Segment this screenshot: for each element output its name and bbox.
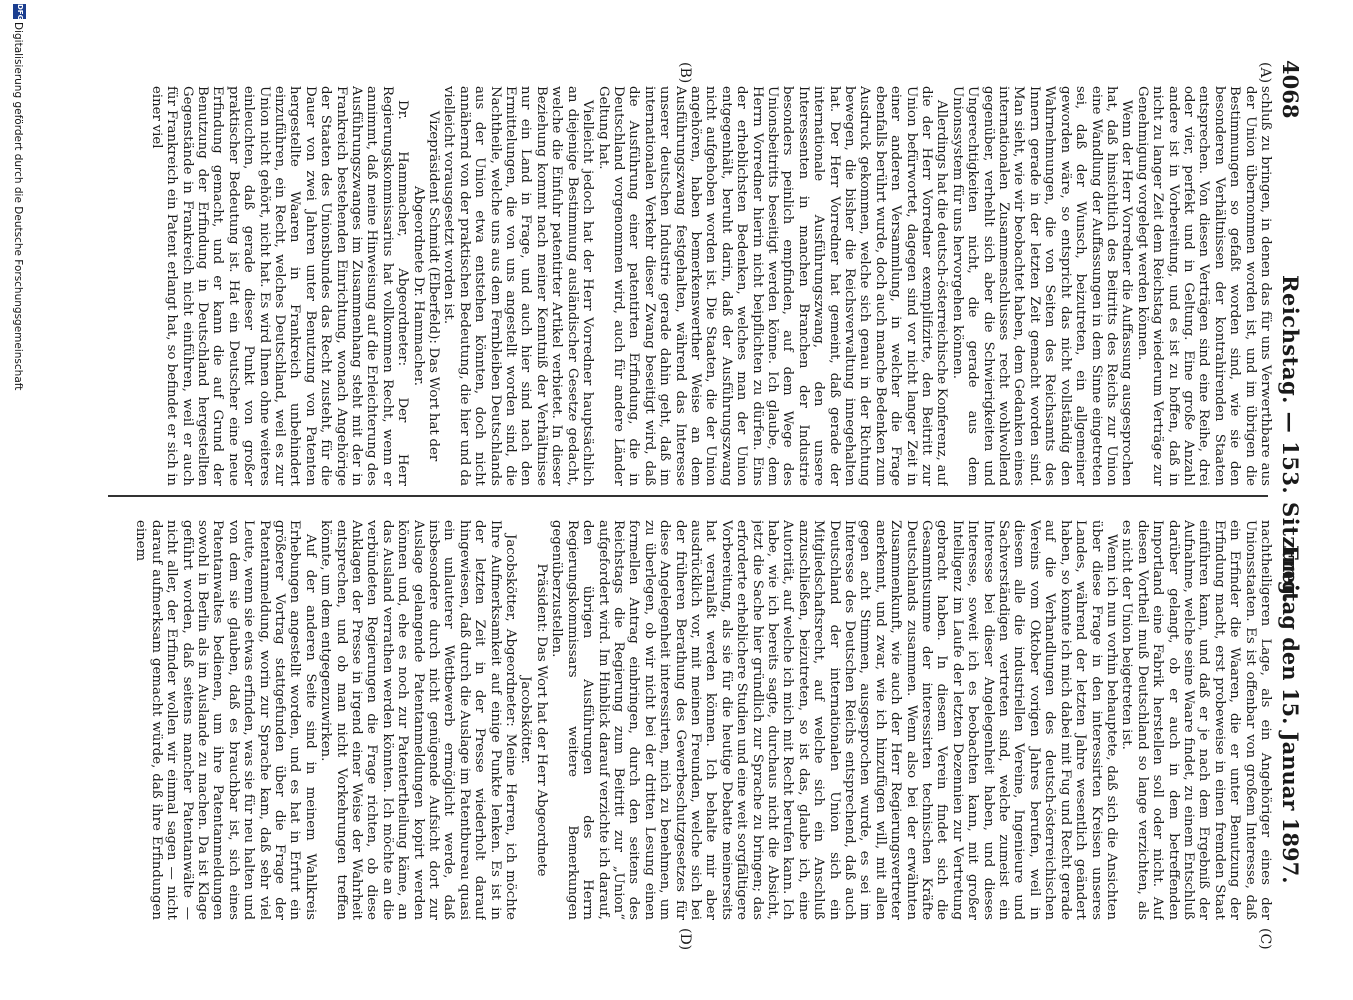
margin-marker-b: (B) bbox=[677, 62, 693, 84]
dfg-logo: DFG bbox=[13, 4, 26, 19]
margin-marker-d: (D) bbox=[677, 928, 693, 951]
margin-marker-c: (C) bbox=[1257, 928, 1273, 950]
paragraph: Jacobskötter, Abgeordneter: Meine Herren, ich möchte Ihre Aufmerksamkeit auf einige Punkte lenken. Es ist in der letzten Zeit in der Presse wiederholt darauf hingewiesen, daß durch die Auslage im Patentbureau quasi ein unlauterer Wettbewerb ermöglicht werde, daß insbesondere durch nicht genügende Aufsicht dort zur Auslage gelangende Patentanmeldungen kopirt werden können und, ehe es noch zur Patentertheilung käme, an das Ausland verrathen werden könnten. Ich möchte an die verbündeten Regierungen die Frage richten, ob diese Anklagen der Presse in irgend einer Weise der Wahrheit entsprechen, und ob man nicht Vorkehrungen treffen könnte, um dem entgegenzuwirken. bbox=[318, 520, 519, 920]
page-number: 4068 bbox=[1278, 60, 1303, 119]
column-divider bbox=[108, 495, 1268, 497]
paragraph: Allerdings hat die deutsch-österreichische Konferenz, auf die der Herr Vorredner exemplifizirte, den Beitritt zur Union befürwortet, dagegen sind vor nicht langer Zeit in einer anderen Versammlung, in welcher die Frage ebenfalls berührt wurde, doch auch manche Bedenken zum Ausdruck gekommen, welche sich genau in der Richtung bewegen, die bisher die Reichsverwaltung innegehalten hat. Der Herr Vorredner hat gemeint, daß gerade der internationale Ausführungszwang, den unsere Interessenten in manchen Branchen der Industrie besonders peinlich empfinden, auf dem Wege des Unionsbeitritts beseitigt werden könne. Ich glaube, dem Herrn Vorredner hierin nicht beipflichten zu dürfen. Eins der erheblichsten Bedenken, welches man der Union entgegenhält, beruht darin, daß der Ausführungszwang nicht aufgehoben worden ist. Die Staaten, die der Union angehören, haben bemerkenswerther Weise an dem Ausführungszwang festgehalten, während das Interesse unserer deutschen Industrie gerade dahin geht, daß im internationalen Verkehr dieser Zwang beseitigt wird, daß die Ausführung einer patentirten Erfindung, die in Deutschland vorgenommen wird, auch für andere Länder Geltung hat. bbox=[595, 86, 950, 486]
credit-text: Digitalisierung gefördert durch die Deutsche Forschungsgemeinschaft bbox=[12, 22, 24, 391]
paragraph: Wenn der Herr Vorredner die Auffassung ausgesprochen hat, daß hinsichtlich des Beitritts des Reichs zur Union eine Wandlung der Auffassungen in dem Sinne eingetreten sei, daß der Wunsch, beizutreten, ein allgemeiner geworden wäre, so entspricht das nicht vollständig den Wahrnehmungen, die von Seiten des Reichsamts des Innern gerade in der letzten Zeit gemacht worden sind. Man sieht, wie wir beobachtet haben, dem Gedanken eines internationalen Zusammenschlusses recht wohlwollend gegenüber, verhehlt sich aber die Schwierigkeiten und Ungerechtigkeiten nicht, die gerade aus dem Unionssystem für uns hervorgehen können. bbox=[949, 86, 1135, 486]
paragraph: schluß zu bringen, in denen das für uns Verwerthbare aus der Union übernommen worden ist, und im übrigen die Bestimmungen so gefaßt worden sind, wie sie den besonderen Verhältnissen der kontrahirenden Staaten entsprechen. Von diesen Verträgen sind eine Reihe, drei oder vier, perfekt und in Geltung. Eine große Anzahl andere ist in Vorbereitung, und es ist zu hoffen, daß in nicht zu langer Zeit dem Reichstag wiederum Verträge zur Genehmigung vorgelegt werden können. bbox=[1134, 86, 1273, 486]
left-column bbox=[110, 86, 1273, 486]
margin-marker-a: (A) bbox=[1257, 62, 1273, 84]
right-column bbox=[110, 520, 1273, 920]
paragraph: nachtheiligeren Lage, als ein Angehöriger eines der Unionsstaaten. Es ist offenbar von großem Interesse, daß ein Erfinder die Waaren, die er unter Benutzung der Erfindung macht, erst probeweise in einen fremden Staat einführen kann, und daß er je nach dem Ergebniß der Aufnahme, welche seine Waare findet, zu einem Entschluß darüber gelangt, ob er auch in dem betreffenden Importland eine Fabrik herstellen soll oder nicht. Auf diesen Vortheil muß Deutschland so lange verzichten, als es nicht der Union beigetreten ist. bbox=[1119, 520, 1273, 920]
paragraph: Dr. Hammacher, Abgeordneter: Der Herr Regierungskommissarius hat vollkommen Recht, wenn er annimmt, daß meine Hinweisung auf die Erleichterung des Ausführungszwanges im Zusammenhang steht mit der in Frankreich bestehenden Einrichtung, wonach Angehörige der Staaten des Unionsbundes das Recht zusteht, für die Dauer von zwei Jahren unter Benutzung von Patenten hergestellte Waaren in Frankreich unbehindert einzuführen, ein Recht, welches Deutschland, weil es zur Union nicht gehört, nicht hat. Es wird Ihnen ohne weiteres einleuchten, daß gerade dieser Punkt von großer praktischer Bedeutung ist. Hat ein Deutscher eine neue Erfindung gemacht, und er kann die auf Grund der Benutzung der Erfindung in Deutschland hergestellten Gegenstände in Frankreich nicht einführen, weil er auch für Frankreich ein Patent erlangt hat, so befindet er sich in einer viel bbox=[148, 86, 411, 486]
speaker-line: Präsident: Das Wort hat der Herr Abgeordnete Jacobskötter. bbox=[518, 563, 549, 877]
speaker-line: Vizepräsident Schmidt (Elberfeld): Das Wort hat der Abgeordnete Dr. Hammacher. bbox=[410, 110, 442, 462]
page-header bbox=[1273, 0, 1313, 1000]
page-date: Freitag den 15. Januar 1897. bbox=[1278, 545, 1303, 884]
paragraph: Auf der anderen Seite sind in meinem Wahlkreis Erhebungen angestellt worden, und es hat in Erfurt ein größerer Vortrag stattgefunden über die Frage der Patentanmeldung, worin zur Sprache kam, daß sehr viel Leute, wenn sie etwas erfinden, was sie für neu halten und von dem sie glauben, daß es brauchbar ist, sich eines Patentanwaltes bedienen, um ihre Patentanmeldungen sowohl in Berlin als im Auslande zu machen. Da ist Klage geführt worden, daß seitens mancher Patentanwälte — nicht aller, der Erfinder wollen wir einmal sagen — nicht darauf aufmerksam gemacht würde, daß ihre Erfindungen einem bbox=[133, 520, 318, 920]
paragraph: Vielleicht jedoch hat der Herr Vorredner hauptsächlich an diejenige Bestimmung ausländischer Gesetze gedacht, welche die Einfuhr patentirter Artikel verbietet. In dieser Beziehung kommt nach meiner Kenntniß der Verhältnisse nur ein Land in Frage, und auch hier sind nach den Ermittelungen, die von uns angestellt worden sind, die Nachtheile, welche uns aus dem Fernbleiben Deutschlands aus der Union etwa entstehen könnten, doch nicht annähernd von der praktischen Bedeutung, die hier und da vielleicht vorausgesetzt worden ist. bbox=[441, 86, 596, 486]
paragraph: Wenn ich nun vorhin behauptete, daß sich die Ansichten über diese Frage in den interessirten Kreisen unseres Landes, während der letzten Jahre wesentlich geändert haben, so konnte ich mich dabei mit Fug und Recht gerade auf die Verhandlungen des deutsch-österreichischen Vereins vom Oktober vorigen Jahres berufen, weil in diesem alle die industriellen Vereine, Ingenieure und Sachverständigen vertreten sind, welche zumeist ein Interesse bei dieser Angelegenheit haben, und dieses Interesse, soweit ich es beobachten kann, mit großer Intelligenz im Laufe der letzten Dezennien zur Vertretung gebracht haben. In diesem Verein findet sich die Gesammtsumme der interessirten technischen Kräfte Deutschlands zusammen. Wenn also bei der erwähnten Zusammenkunft, wie auch der Herr Regierungsvertreter anerkennt, und zwar, wie ich hinzufügen will, mit allen gegen acht Stimmen, ausgesprochen wurde, es sei im Interesse des Deutschen Reichs entsprechend, daß auch Deutschland der internationalen Union sich ein Mitgliedschaftsrecht, auf welche sich ein Anschluß anzuschließen, beizutreten, so ist das, glaube ich, eine Autorität, auf welche ich mich mit Recht berufen kann. Ich habe, wie ich bereits sagte, durchaus nicht die Absicht, jetzt die Sache hier gründlich zur Sprache zu bringen; das erforderte erheblichere Studien und eine weit sorgfältigere Vorbereitung, als sie für die heutige Debatte meinerseits hat veranlaßt werden können. Ich behalte mir aber ausdrücklich vor, mit meinen Freunden, welche sich bei der früheren Berathung des Gewerbeschutzgesetzes für diese Angelegenheit interessirten, mich zu benehmen, um zu überlegen, ob wir nicht bei der dritten Lesung einen formellen Antrag einbringen, durch den seitens des Reichstags die Regierung zum Beitritt zur „Union“ aufgefordert wird. Im Hinblick darauf verzichte ich darauf, den übrigen Ausführungen des Herrn Regierungskommissars weitere Bemerkungen gegenüberzustellen. bbox=[549, 520, 1119, 920]
page-title: Reichstag. — 153. Sitzung. bbox=[1278, 275, 1303, 604]
digitization-credit bbox=[5, 0, 31, 1000]
